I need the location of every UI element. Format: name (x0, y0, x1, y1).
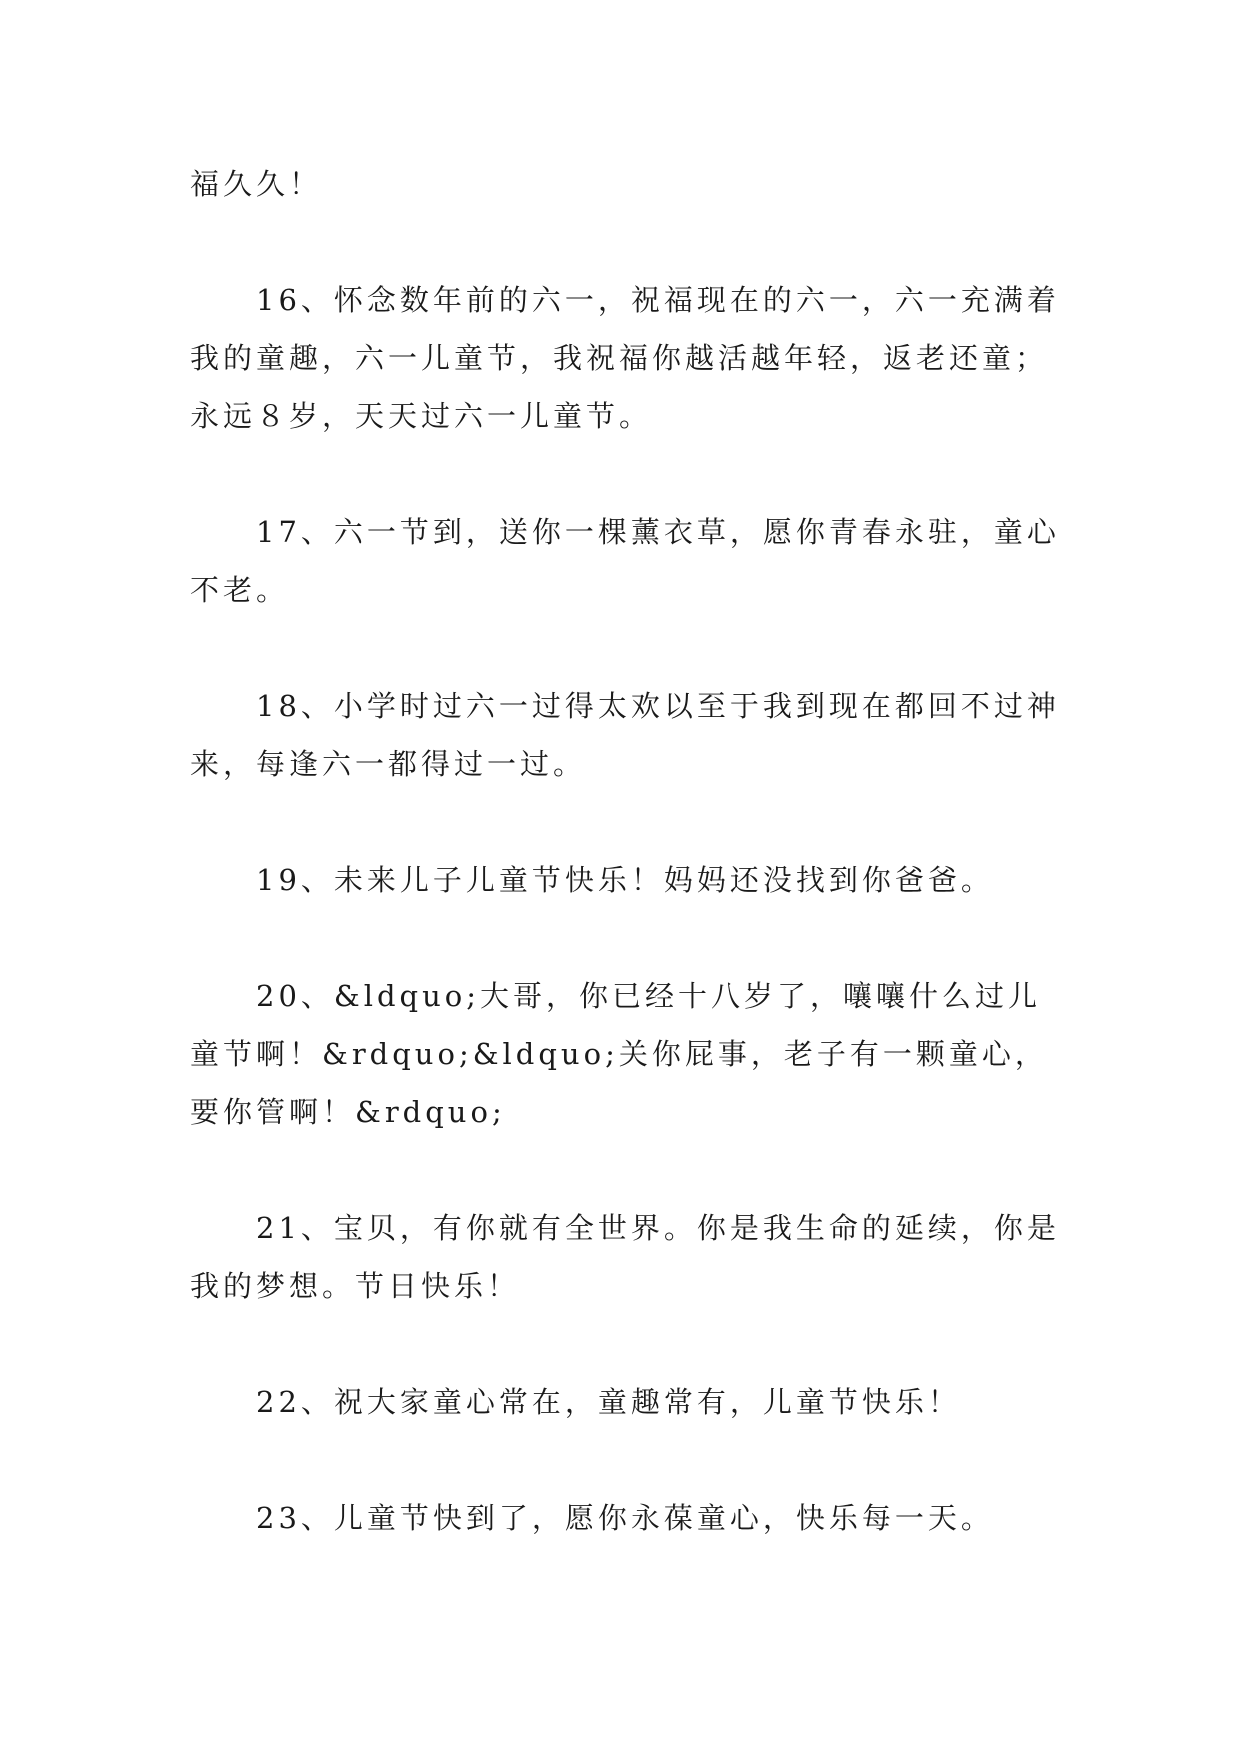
paragraph-20: 20、&ldquo;大哥，你已经十八岁了，嚷嚷什么过儿童节啊！&rdquo;&ldquo;关你屁事，老子有一颗童心，要你管啊！&rdquo; (190, 979, 1048, 1129)
paragraph-22: 22、祝大家童心常在，童趣常有，儿童节快乐！ (256, 1385, 961, 1419)
paragraph-19: 19、未来儿子儿童节快乐！妈妈还没找到你爸爸。 (256, 863, 994, 897)
paragraph-continuation: 福久久！ (190, 167, 323, 201)
paragraph-17: 17、六一节到，送你一棵薰衣草，愿你青春永驻，童心不老。 (190, 515, 1060, 607)
paragraph-23: 23、儿童节快到了，愿你永葆童心，快乐每一天。 (256, 1501, 994, 1535)
paragraph-21: 21、宝贝，有你就有全世界。你是我生命的延续，你是我的梦想。节日快乐！ (190, 1211, 1060, 1303)
paragraph-16: 16、怀念数年前的六一，祝福现在的六一，六一充满着我的童趣，六一儿童节，我祝福你越活越年轻，返老还童；永远８岁，天天过六一儿童节。 (190, 283, 1060, 433)
paragraph-18: 18、小学时过六一过得太欢以至于我到现在都回不过神来，每逢六一都得过一过。 (190, 689, 1060, 781)
document-body (190, 155, 1062, 1605)
